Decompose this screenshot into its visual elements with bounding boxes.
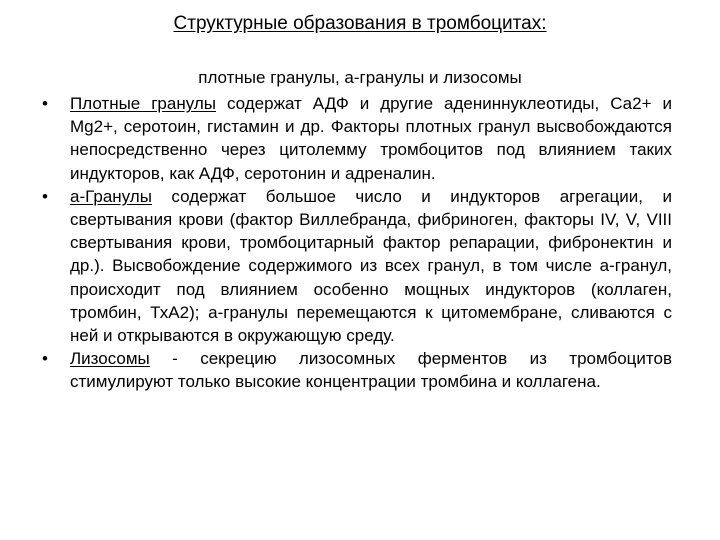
bullet-dot-icon: • [42, 349, 48, 369]
bullet-alpha-granules [38, 185, 672, 347]
bullet-dot-icon: • [42, 94, 48, 113]
slide-title: Структурные образования в тромбоцитах: [173, 13, 547, 34]
term-alpha-granules: а-Гранулы [70, 186, 152, 206]
bullet-dot-icon: • [42, 186, 48, 206]
bullet-text: - секрецию лизосомных ферментов из тромбоцитов стимулируют только высокие концентрации тромбина и коллагена. [70, 349, 672, 392]
bullet-dense-granules [38, 92, 672, 185]
term-lysosomes: Лизосомы [70, 349, 150, 369]
bullet-lysosomes [38, 347, 672, 393]
bullet-text: содержат АДФ и другие адениннуклеотиды, Са2+ и Mg2+, серотоин, гистамин и др. Факторы плотных гранул высвобождаются непосредственно через цитолемму тромбоцитов под влиянием таких индукторов, как АДФ, серотонин и адреналин. [70, 94, 672, 183]
term-dense-granules: Плотные гранулы [70, 94, 216, 113]
bullet-text: содержат большое число и индукторов агрегации, и свертывания крови (фактор Виллебранда, фибриноген, факторы IV, V, VIII свертывания крови, тромбоцитарный фактор репарации, фибронектин и др.). Высвобождение содержимого из всех гранул, в том числе а-гранул, происходит под влиянием особенно мощных индукторов (коллаген, тромбин, ТхА2); а-гранулы перемещаются к цитомембране, сливаются с ней и открываются в окружающую среду. [70, 186, 672, 346]
bullet-list [38, 92, 672, 394]
slide-subtitle: плотные гранулы, а-гранулы и лизосомы [198, 68, 522, 87]
